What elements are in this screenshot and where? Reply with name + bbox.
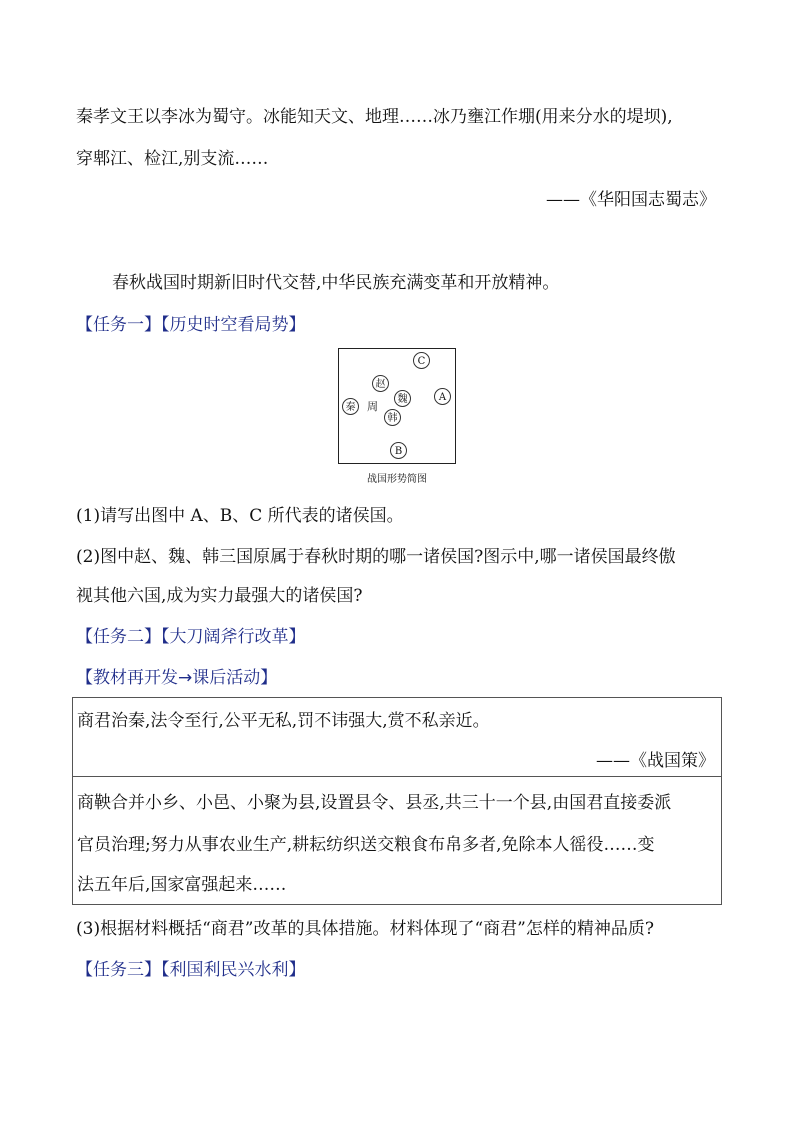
material2-line2: 官员治理;努力从事农业生产,耕耘纺织送交粮食布帛多者,免除本人徭役……变	[77, 835, 655, 855]
intro-paragraph: 春秋战国时期新旧时代交替,中华民族充满变革和开放精神。	[112, 273, 560, 293]
map-state-qin: 秦	[342, 398, 359, 415]
material1-source: ——《战国策》	[596, 751, 715, 771]
question-2-line2: 视其他六国,成为实力最强大的诸侯国?	[76, 586, 363, 606]
material-box	[72, 697, 722, 905]
task1-title: 【任务一】【历史时空看局势】	[76, 315, 306, 335]
question-2-line1: (2)图中赵、魏、韩三国原属于春秋时期的哪一诸侯国?图示中,哪一诸侯国最终傲	[76, 547, 676, 567]
map-state-c: C	[413, 352, 430, 369]
map-state-zhao: 赵	[372, 375, 389, 392]
material2-line3: 法五年后,国家富强起来……	[77, 875, 287, 895]
map-state-b: B	[390, 442, 407, 459]
map-caption: 战国形势简图	[367, 474, 427, 485]
question-3: (3)根据材料概括“商君”改革的具体措施。材料体现了“商君”怎样的精神品质?	[76, 919, 654, 939]
question-1: (1)请写出图中 A、B、C 所代表的诸侯国。	[76, 506, 404, 526]
quote1-source: ——《华阳国志蜀志》	[546, 190, 716, 210]
map-state-han: 韩	[384, 409, 401, 426]
map-state-wei: 魏	[394, 390, 411, 407]
task2-title: 【任务二】【大刀阔斧行改革】	[76, 627, 306, 647]
quote1-line2: 穿郫江、检江,别支流……	[76, 149, 269, 169]
warring-states-map	[338, 348, 456, 464]
map-state-a: A	[434, 388, 451, 405]
material1-text: 商君治秦,法令至行,公平无私,罚不讳强大,赏不私亲近。	[77, 711, 490, 731]
map-zhou-label: 周	[367, 400, 378, 413]
quote1-line1: 秦孝文王以李冰为蜀守。冰能知天文、地理……冰乃壅江作堋(用来分水的堤坝),	[76, 107, 673, 127]
material2-line1: 商鞅合并小乡、小邑、小聚为县,设置县令、县丞,共三十一个县,由国君直接委派	[77, 793, 672, 813]
material-divider	[73, 776, 721, 777]
task2-subtitle: 【教材再开发→课后活动】	[76, 668, 278, 688]
task3-title: 【任务三】【利国利民兴水利】	[76, 960, 306, 980]
